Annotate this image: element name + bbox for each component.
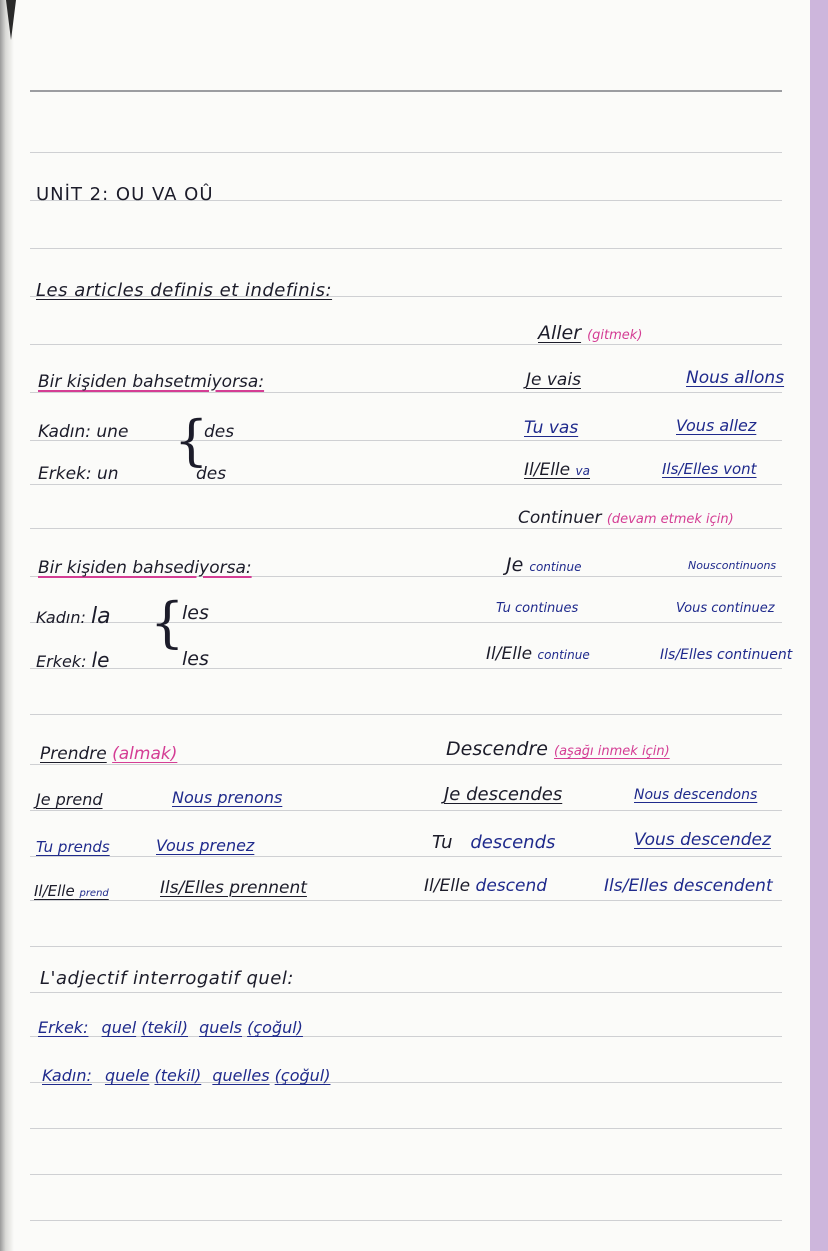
aller-il (524, 462, 590, 479)
article-des-plural: des (204, 422, 235, 442)
aller-nous: Nous allons (686, 368, 785, 388)
continuer-verb (518, 510, 734, 527)
singular-note: (tekil) (154, 1066, 202, 1085)
descendre-je (444, 786, 562, 804)
ruled-line (30, 344, 782, 345)
verb-form: continue (537, 648, 590, 662)
descendre-ils: Ils/Elles descendent (604, 876, 773, 896)
continuer-nous: Nouscontinuons (688, 559, 777, 572)
verb-form: continue (529, 560, 582, 574)
verb-form: descend (475, 876, 548, 896)
ruled-line (30, 1220, 782, 1221)
article-une: une (96, 422, 129, 442)
article-les-plural: les (182, 602, 209, 624)
curly-brace-icon: { (174, 409, 209, 472)
curly-brace-icon: { (150, 591, 185, 654)
ruled-line (30, 90, 782, 92)
ruled-line (30, 946, 782, 947)
kadin-label: Kadın: (36, 608, 86, 627)
pronoun-il-elle: Il/Elle (486, 644, 533, 664)
ruled-line (30, 992, 782, 993)
ruled-line (30, 528, 782, 529)
prendre-je: Je prend (36, 790, 103, 809)
verb-infinitive: Continuer (518, 508, 602, 528)
aller-verb (538, 324, 642, 343)
ruled-line (30, 392, 782, 393)
indefinite-heading (38, 374, 264, 391)
verb-infinitive: Aller (538, 322, 582, 344)
verb-meaning: (aşağı inmek için) (554, 744, 670, 759)
verb-form: Ils/Elles prennent (160, 878, 307, 898)
quel-erkek-row (38, 1020, 303, 1036)
quel-plural: quels (199, 1018, 243, 1037)
indefinite-heading-text: Bir kişiden bahsetmiyorsa: (38, 372, 265, 392)
ruled-line (30, 810, 782, 811)
erkek-label: Erkek: (36, 652, 87, 671)
verb-infinitive: Descendre (446, 738, 548, 760)
ruled-line (30, 714, 782, 715)
erkek-definite-row (36, 650, 109, 670)
descendre-vous: Vous descendez (634, 830, 771, 850)
article-les-plural: les (182, 648, 209, 670)
quel-singular: quele (104, 1066, 150, 1085)
prendre-vous: Vous prenez (156, 836, 255, 855)
aller-je: Je vais (526, 370, 581, 390)
article-le: le (91, 648, 110, 672)
definite-heading (38, 560, 252, 577)
aller-vous: Vous allez (676, 416, 757, 435)
prendre-il (34, 884, 109, 899)
plural-note: (çoğul) (274, 1066, 331, 1085)
verb-form: va (575, 464, 590, 478)
ruled-line (30, 764, 782, 765)
descendre-verb (446, 740, 670, 759)
ruled-line (30, 1174, 782, 1175)
kadin-label: Kadın: (42, 1066, 92, 1085)
ruled-line (30, 900, 782, 901)
quel-kadin-row (42, 1068, 330, 1084)
erkek-indefinite-row (38, 466, 119, 483)
erkek-label: Erkek: (38, 464, 92, 484)
descendre-il (424, 878, 547, 895)
verb-form: descends (470, 832, 556, 853)
descendre-nous: Nous descendons (634, 787, 758, 803)
pronoun-je: Je (506, 554, 524, 576)
ruled-line (30, 668, 782, 669)
page-corner-mark-icon (4, 0, 18, 40)
ruled-line (30, 856, 782, 857)
page-binding-shadow (0, 0, 14, 1251)
continuer-vous: Vous continuez (676, 601, 775, 616)
kadin-label: Kadın: (38, 422, 91, 442)
verb-infinitive: Prendre (40, 744, 107, 764)
quel-heading: L'adjectif interrogatif quel: (40, 968, 294, 989)
ruled-line (30, 440, 782, 441)
singular-note: (tekil) (141, 1018, 188, 1037)
continuer-tu: Tu continues (496, 601, 579, 616)
continuer-je (506, 556, 582, 575)
quel-plural: quelles (212, 1066, 270, 1085)
article-des-plural: des (196, 464, 227, 484)
verb-meaning: (devam etmek için) (606, 512, 734, 527)
quel-singular: quel (101, 1018, 137, 1037)
articles-heading: Les articles definis et indefinis: (36, 280, 333, 301)
definite-heading-text: Bir kişiden bahsediyorsa: (38, 558, 252, 578)
ruled-line (30, 1128, 782, 1129)
pronoun-tu: Tu (432, 832, 453, 853)
ruled-line (30, 622, 782, 623)
prendre-tu: Tu prends (36, 838, 110, 856)
prendre-verb (40, 746, 177, 763)
ruled-line (30, 484, 782, 485)
plural-note: (çoğul) (247, 1018, 303, 1037)
aller-ils: Ils/Elles vont (662, 460, 757, 478)
ruled-line (30, 152, 782, 153)
verb-form: prend (79, 888, 109, 899)
erkek-label: Erkek: (38, 1018, 89, 1037)
descendre-tu (432, 834, 555, 852)
kadin-indefinite-row (38, 424, 128, 441)
continuer-ils: Ils/Elles continuent (660, 647, 793, 663)
continuer-il (486, 646, 590, 663)
pronoun-il-elle: Il/Elle (524, 460, 571, 480)
next-page-edge (810, 0, 828, 1251)
pronoun-il-elle: Il/Elle (424, 876, 471, 896)
verb-form: Je descendes (444, 784, 563, 805)
pronoun-il-elle: Il/Elle (34, 882, 75, 900)
prendre-nous: Nous prenons (172, 788, 283, 807)
article-la: la (90, 604, 111, 629)
verb-meaning: (almak) (112, 744, 178, 764)
ruled-line (30, 248, 782, 249)
article-un: un (97, 464, 119, 484)
page-title: UNİT 2: OU VA OÛ (36, 184, 214, 205)
aller-tu: Tu vas (524, 418, 579, 438)
verb-meaning: (gitmek) (587, 328, 643, 343)
prendre-ils (160, 880, 307, 897)
kadin-definite-row (36, 606, 111, 628)
